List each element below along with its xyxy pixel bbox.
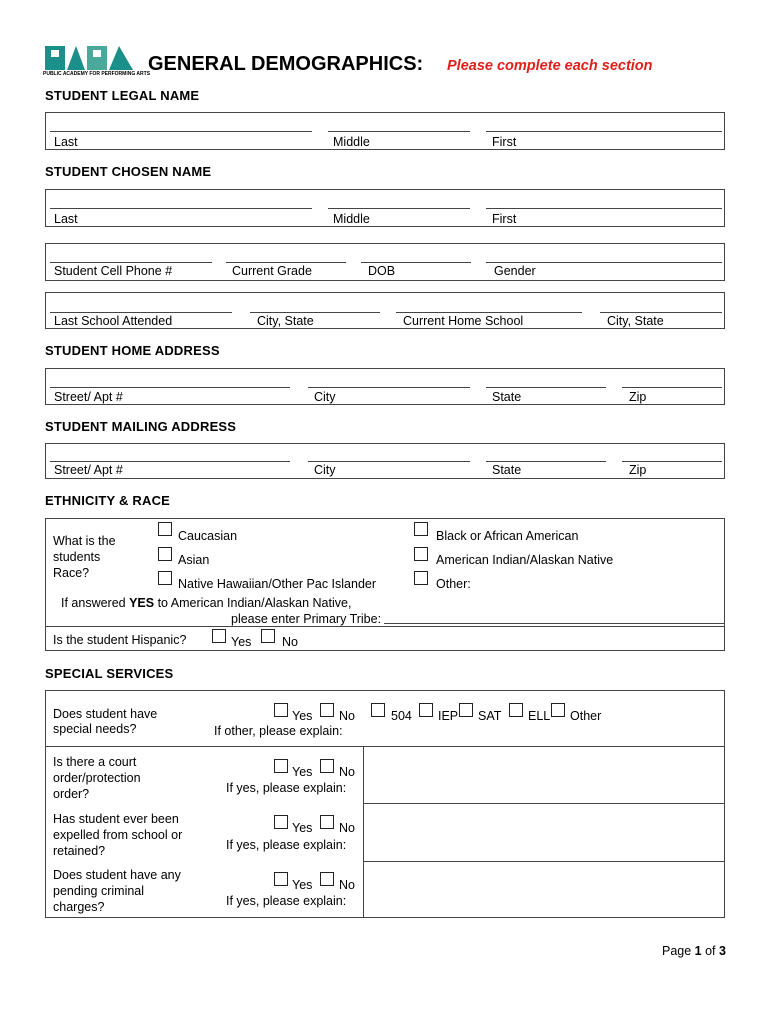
- current-school-line[interactable]: [396, 312, 582, 313]
- other-service-label: Other: [570, 709, 602, 723]
- black-label: Black or African American: [436, 529, 579, 543]
- chosen-first-line[interactable]: [486, 208, 722, 209]
- criminal-explain: If yes, please explain:: [226, 894, 347, 908]
- dob-line[interactable]: [361, 262, 471, 263]
- chosen-last-label: Last: [54, 212, 78, 226]
- asian-checkbox[interactable]: [158, 547, 172, 561]
- chosen-middle-label: Middle: [333, 212, 370, 226]
- school-info-box[interactable]: [45, 292, 725, 329]
- expelled-q3: retained?: [53, 844, 106, 858]
- tribe-instruction-2: please enter Primary Tribe:: [231, 612, 382, 626]
- ell-label: ELL: [528, 709, 551, 723]
- expelled-explain-field[interactable]: [365, 805, 723, 860]
- caucasian-label: Caucasian: [178, 529, 238, 543]
- logo: [43, 44, 151, 80]
- asian-label: Asian: [178, 553, 210, 567]
- expelled-yes-checkbox[interactable]: [274, 815, 288, 829]
- home-zip-line[interactable]: [622, 387, 722, 388]
- other-service-checkbox[interactable]: [551, 703, 565, 717]
- expelled-no-label: No: [339, 821, 355, 835]
- criminal-no-checkbox[interactable]: [320, 872, 334, 886]
- criminal-yes-checkbox[interactable]: [274, 872, 288, 886]
- city-state-line-1[interactable]: [250, 312, 380, 313]
- tribe-input-line[interactable]: [384, 623, 724, 624]
- special-services-heading: SPECIAL SERVICES: [45, 666, 174, 681]
- grade-label: Current Grade: [232, 264, 312, 278]
- last-school-line[interactable]: [50, 312, 232, 313]
- american-indian-checkbox[interactable]: [414, 547, 428, 561]
- court-order-yes-label: Yes: [292, 765, 313, 779]
- race-question-1: What is the: [53, 534, 116, 548]
- page-subtitle: Please complete each section: [447, 58, 653, 74]
- tribe-instruction: [61, 596, 351, 610]
- chosen-name-heading: STUDENT CHOSEN NAME: [45, 164, 212, 179]
- student-info-box[interactable]: [45, 243, 725, 281]
- chosen-last-line[interactable]: [50, 208, 312, 209]
- home-zip-label: Zip: [629, 390, 647, 404]
- iep-label: IEP: [438, 709, 459, 723]
- last-school-label: Last School Attended: [54, 314, 173, 328]
- special-needs-q2: special needs?: [53, 722, 137, 736]
- special-services-box: [45, 690, 725, 918]
- legal-last-line[interactable]: [50, 131, 312, 132]
- home-state-line[interactable]: [486, 387, 606, 388]
- hispanic-yes-label: Yes: [231, 635, 252, 649]
- mail-street-label: Street/ Apt #: [54, 463, 123, 477]
- legal-name-heading: STUDENT LEGAL NAME: [45, 88, 200, 103]
- grade-line[interactable]: [226, 262, 346, 263]
- city-state-label-2: City, State: [607, 314, 664, 328]
- tribe-suffix: to American Indian/Alaskan Native,: [154, 596, 352, 610]
- home-address-box[interactable]: [45, 368, 725, 405]
- court-order-q3: order?: [53, 787, 90, 801]
- mailing-address-heading: STUDENT MAILING ADDRESS: [45, 419, 237, 434]
- other-race-label: Other:: [436, 577, 471, 591]
- expelled-no-checkbox[interactable]: [320, 815, 334, 829]
- home-city-line[interactable]: [308, 387, 470, 388]
- current-school-label: Current Home School: [403, 314, 524, 328]
- mailing-address-box[interactable]: [45, 443, 725, 479]
- ethnicity-box: [45, 518, 725, 651]
- court-order-no-checkbox[interactable]: [320, 759, 334, 773]
- mail-zip-label: Zip: [629, 463, 647, 477]
- court-order-yes-checkbox[interactable]: [274, 759, 288, 773]
- special-needs-yes-checkbox[interactable]: [274, 703, 288, 717]
- legal-first-label: First: [492, 135, 517, 149]
- special-needs-yes-label: Yes: [292, 709, 313, 723]
- tribe-yes: YES: [129, 596, 155, 610]
- race-question-3: Race?: [53, 566, 90, 580]
- mail-zip-line[interactable]: [622, 461, 722, 462]
- row-divider-3: [363, 861, 724, 862]
- legal-middle-line[interactable]: [328, 131, 470, 132]
- logo-subtext: PUBLIC ACADEMY FOR PERFORMING ARTS: [43, 71, 151, 77]
- criminal-explain-field[interactable]: [365, 863, 723, 917]
- special-needs-no-label: No: [339, 709, 355, 723]
- explain-column-divider: [363, 746, 364, 918]
- 504-label: 504: [391, 709, 412, 723]
- home-address-heading: STUDENT HOME ADDRESS: [45, 343, 220, 358]
- mail-city-line[interactable]: [308, 461, 470, 462]
- iep-checkbox[interactable]: [419, 703, 433, 717]
- page-number: [662, 944, 726, 958]
- hispanic-no-label: No: [282, 635, 298, 649]
- dob-label: DOB: [368, 264, 396, 278]
- criminal-yes-label: Yes: [292, 878, 313, 892]
- page-mid: of: [701, 944, 719, 958]
- row-divider-2: [363, 803, 724, 804]
- criminal-q3: charges?: [53, 900, 105, 914]
- sat-checkbox[interactable]: [459, 703, 473, 717]
- court-order-explain-field[interactable]: [365, 748, 723, 802]
- sat-label: SAT: [478, 709, 502, 723]
- hispanic-no-checkbox[interactable]: [261, 629, 275, 643]
- city-state-label-1: City, State: [257, 314, 314, 328]
- tribe-prefix: If answered: [61, 596, 130, 610]
- expelled-yes-label: Yes: [292, 821, 313, 835]
- page-prefix: Page: [662, 944, 695, 958]
- mail-city-label: City: [314, 463, 336, 477]
- expelled-q1: Has student ever been: [53, 812, 179, 826]
- home-street-line[interactable]: [50, 387, 290, 388]
- 504-checkbox[interactable]: [371, 703, 385, 717]
- special-needs-no-checkbox[interactable]: [320, 703, 334, 717]
- home-state-label: State: [492, 390, 522, 404]
- expelled-explain: If yes, please explain:: [226, 838, 347, 852]
- chosen-name-box[interactable]: [45, 189, 725, 227]
- mail-state-line[interactable]: [486, 461, 606, 462]
- legal-last-label: Last: [54, 135, 78, 149]
- court-order-q1: Is there a court: [53, 755, 137, 769]
- cell-phone-label: Student Cell Phone #: [54, 264, 173, 278]
- cell-phone-line[interactable]: [50, 262, 212, 263]
- criminal-no-label: No: [339, 878, 355, 892]
- other-race-checkbox[interactable]: [414, 571, 428, 585]
- native-hawaiian-label: Native Hawaiian/Other Pac Islander: [178, 577, 377, 591]
- black-checkbox[interactable]: [414, 522, 428, 536]
- ethnicity-heading: ETHNICITY & RACE: [45, 493, 171, 508]
- court-order-explain: If yes, please explain:: [226, 781, 347, 795]
- legal-middle-label: Middle: [333, 135, 370, 149]
- criminal-q1: Does student have any: [53, 868, 181, 882]
- mail-state-label: State: [492, 463, 522, 477]
- native-hawaiian-checkbox[interactable]: [158, 571, 172, 585]
- special-needs-q1: Does student have: [53, 707, 158, 721]
- home-street-label: Street/ Apt #: [54, 390, 123, 404]
- home-city-label: City: [314, 390, 336, 404]
- hispanic-yes-checkbox[interactable]: [212, 629, 226, 643]
- gender-line[interactable]: [486, 262, 722, 263]
- legal-first-line[interactable]: [486, 131, 722, 132]
- criminal-q2: pending criminal: [53, 884, 145, 898]
- caucasian-checkbox[interactable]: [158, 522, 172, 536]
- page-title: GENERAL DEMOGRAPHICS:: [148, 53, 424, 75]
- special-needs-explain: If other, please explain:: [214, 724, 343, 738]
- page-current: 1: [694, 944, 702, 958]
- expelled-q2: expelled from school or: [53, 828, 183, 842]
- row-divider-1: [46, 746, 724, 747]
- legal-name-box[interactable]: [45, 112, 725, 150]
- chosen-middle-line[interactable]: [328, 208, 470, 209]
- ell-checkbox[interactable]: [509, 703, 523, 717]
- mail-street-line[interactable]: [50, 461, 290, 462]
- page-total: 3: [719, 944, 726, 958]
- gender-label: Gender: [494, 264, 536, 278]
- ethnicity-divider: [46, 626, 724, 627]
- hispanic-question: Is the student Hispanic?: [53, 633, 187, 647]
- court-order-no-label: No: [339, 765, 355, 779]
- race-question-2: students: [53, 550, 101, 564]
- court-order-q2: order/protection: [53, 771, 141, 785]
- city-state-line-2[interactable]: [600, 312, 722, 313]
- chosen-first-label: First: [492, 212, 517, 226]
- american-indian-label: American Indian/Alaskan Native: [436, 553, 614, 567]
